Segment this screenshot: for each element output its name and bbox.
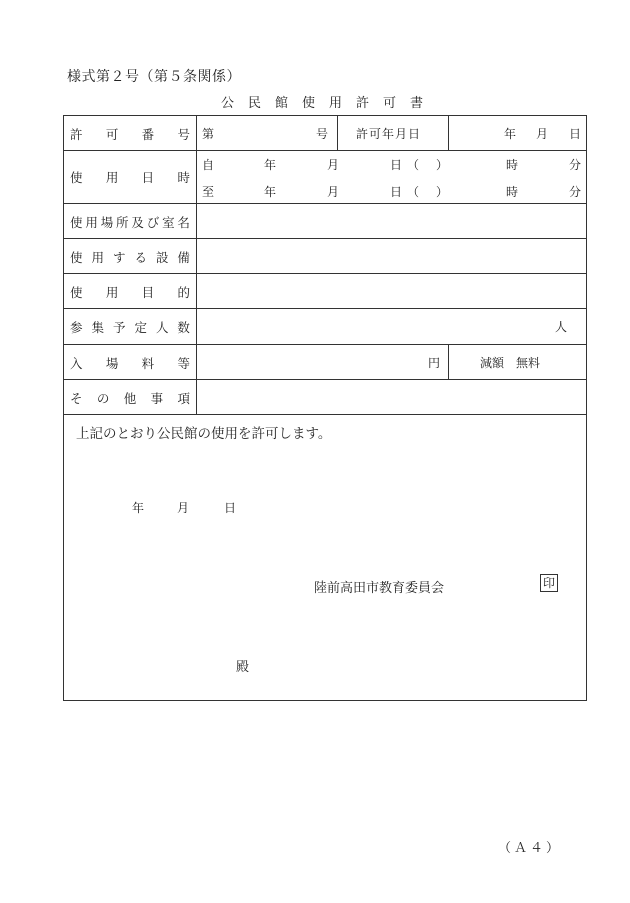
from-year: 年 (264, 158, 277, 172)
from-mark: 自 (202, 158, 215, 172)
paper-size-note: （Ａ４） (497, 841, 562, 856)
permit-date-day: 日 (569, 127, 582, 141)
label-other: そ の 他 事 項 (70, 391, 190, 406)
from-day: 日 (390, 158, 403, 172)
permit-date-year: 年 (504, 127, 517, 141)
admission-unit: 円 (428, 356, 441, 370)
label-location: 使 用 場 所 及 び 室 名 (70, 215, 190, 230)
to-mark: 至 (202, 185, 215, 199)
to-month: 月 (327, 185, 340, 199)
attendance-unit: 人 (555, 320, 568, 334)
issue-month: 月 (177, 501, 190, 515)
to-hour: 時 (506, 185, 519, 199)
to-minute: 分 (569, 185, 582, 199)
label-usage-datetime: 使 用 日 時 (70, 170, 190, 185)
label-permit-number: 許 可 番 号 (70, 127, 190, 142)
addressee-suffix: 殿 (236, 660, 250, 675)
permit-number-suffix: 号 (316, 127, 329, 141)
seal-mark: 印 (540, 574, 558, 592)
to-day: 日 (390, 185, 403, 199)
permit-form-table (63, 115, 587, 701)
to-year: 年 (264, 185, 277, 199)
permit-date-month: 月 (536, 127, 549, 141)
permit-statement: 上記のとおり公民館の使用を許可します。 (76, 426, 332, 442)
to-paren-close: ） (436, 185, 449, 199)
from-hour: 時 (506, 158, 519, 172)
issuer-name: 陸前高田市教育委員会 (314, 581, 445, 596)
label-admission: 入 場 料 等 (70, 356, 190, 371)
from-paren-open: （ (407, 158, 420, 172)
issue-year: 年 (132, 501, 145, 515)
form-number: 様式第２号（第５条関係） (67, 69, 241, 85)
to-paren-open: （ (407, 185, 420, 199)
label-purpose: 使 用 目 的 (70, 285, 190, 300)
from-minute: 分 (569, 158, 582, 172)
permit-number-prefix: 第 (202, 127, 215, 141)
permit-date-label: 許可年月日 (356, 127, 422, 141)
admission-discount: 減額 無料 (480, 356, 541, 370)
from-paren-close: ） (436, 158, 449, 172)
label-equipment: 使 用 す る 設 備 (70, 250, 190, 265)
from-month: 月 (327, 158, 340, 172)
document-title: 公民館使用許可書 (220, 96, 437, 111)
label-attendance: 参 集 予 定 人 数 (70, 320, 190, 335)
issue-day: 日 (224, 501, 237, 515)
